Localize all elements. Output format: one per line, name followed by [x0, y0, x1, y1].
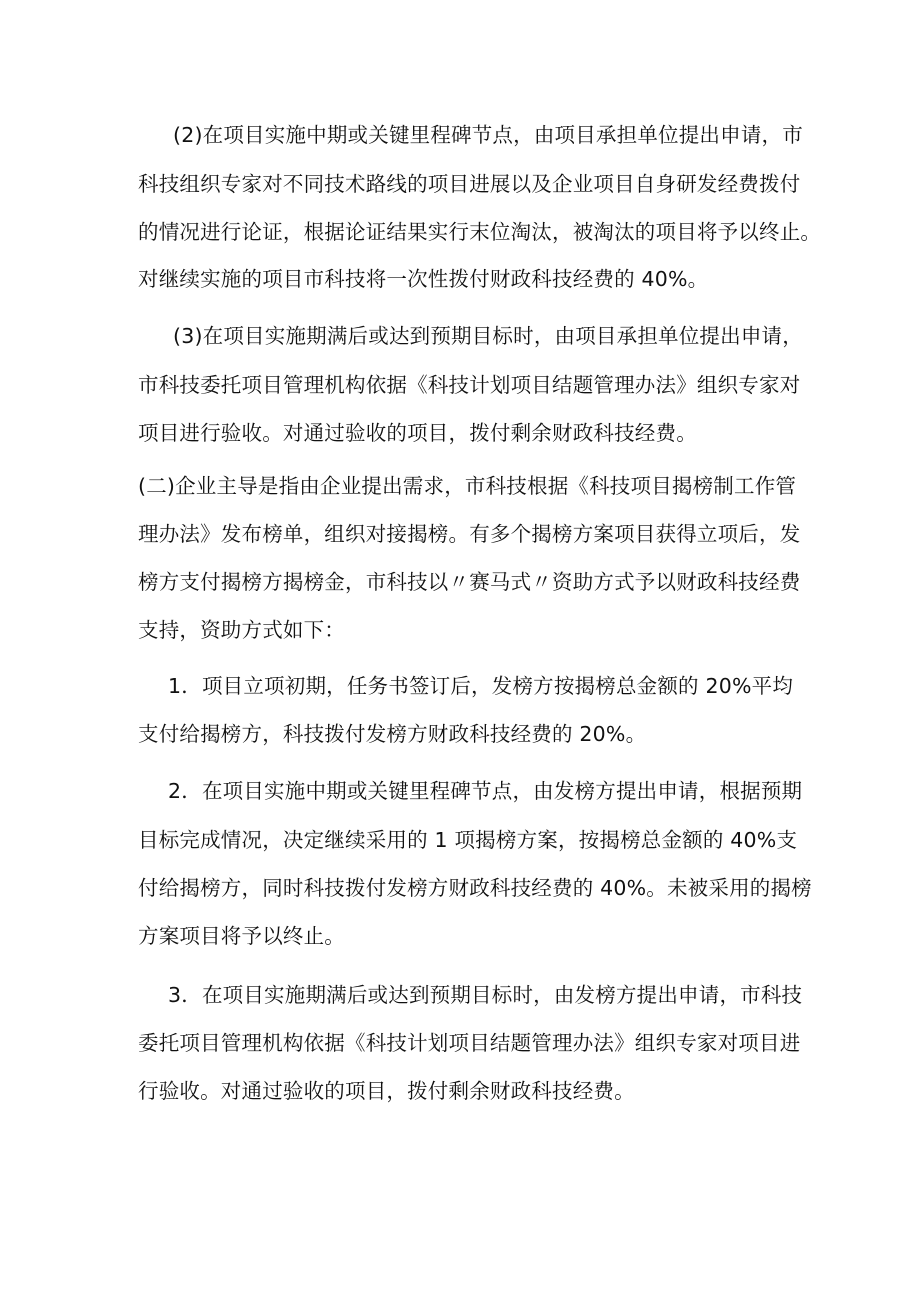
text-line: 榜方支付揭榜方揭榜金，市科技以〃赛马式〃资助方式予以财政科技经费 [138, 570, 801, 594]
text-line: 2．在项目实施中期或关键里程碑节点，由发榜方提出申请，根据预期 [168, 779, 803, 803]
text-line: 方案项目将予以终止。 [138, 924, 345, 948]
text-line: 支持，资助方式如下： [138, 618, 345, 642]
text-line: 行验收。对通过验收的项目，拨付剩余财政科技经费。 [138, 1079, 635, 1103]
text-line: (2)在项目实施中期或关键里程碑节点，由项目承担单位提出申请，市 [173, 123, 803, 147]
text-line: 委托项目管理机构依据《科技计划项目结题管理办法》组织专家对项目进 [138, 1031, 801, 1055]
text-line: 项目进行验收。对通过验收的项目，拨付剩余财政科技经费。 [138, 421, 697, 445]
text-line: 1．项目立项初期，任务书签订后，发榜方按揭榜总金额的 20%平均 [168, 674, 794, 698]
text-line: 目标完成情况，决定继续采用的 1 项揭榜方案，按揭榜总金额的 40%支 [138, 828, 798, 852]
text-line: 理办法》发布榜单，组织对接揭榜。有多个揭榜方案项目获得立项后，发 [138, 522, 801, 546]
text-line: 科技组织专家对不同技术路线的项目进展以及企业项目自身研发经费拨付 [138, 172, 801, 196]
text-line: 付给揭榜方，同时科技拨付发榜方财政科技经费的 40%。未被采用的揭榜 [138, 876, 812, 900]
text-line: 市科技委托项目管理机构依据《科技计划项目结题管理办法》组织专家对 [138, 373, 801, 397]
text-line: 对继续实施的项目市科技将一次性拨付财政科技经费的 40%。 [138, 267, 709, 291]
text-line: (3)在项目实施期满后或达到预期目标时，由项目承担单位提出申请， [173, 324, 803, 348]
text-line: (二)企业主导是指由企业提出需求，市科技根据《科技项目揭榜制工作管 [138, 474, 797, 498]
text-line: 3．在项目实施期满后或达到预期目标时，由发榜方提出申请，市科技 [168, 983, 803, 1007]
text-line: 的情况进行论证，根据论证结果实行末位淘汰，被淘汰的项目将予以终止。 [138, 220, 822, 244]
text-line: 支付给揭榜方，科技拨付发榜方财政科技经费的 20%。 [138, 722, 647, 746]
